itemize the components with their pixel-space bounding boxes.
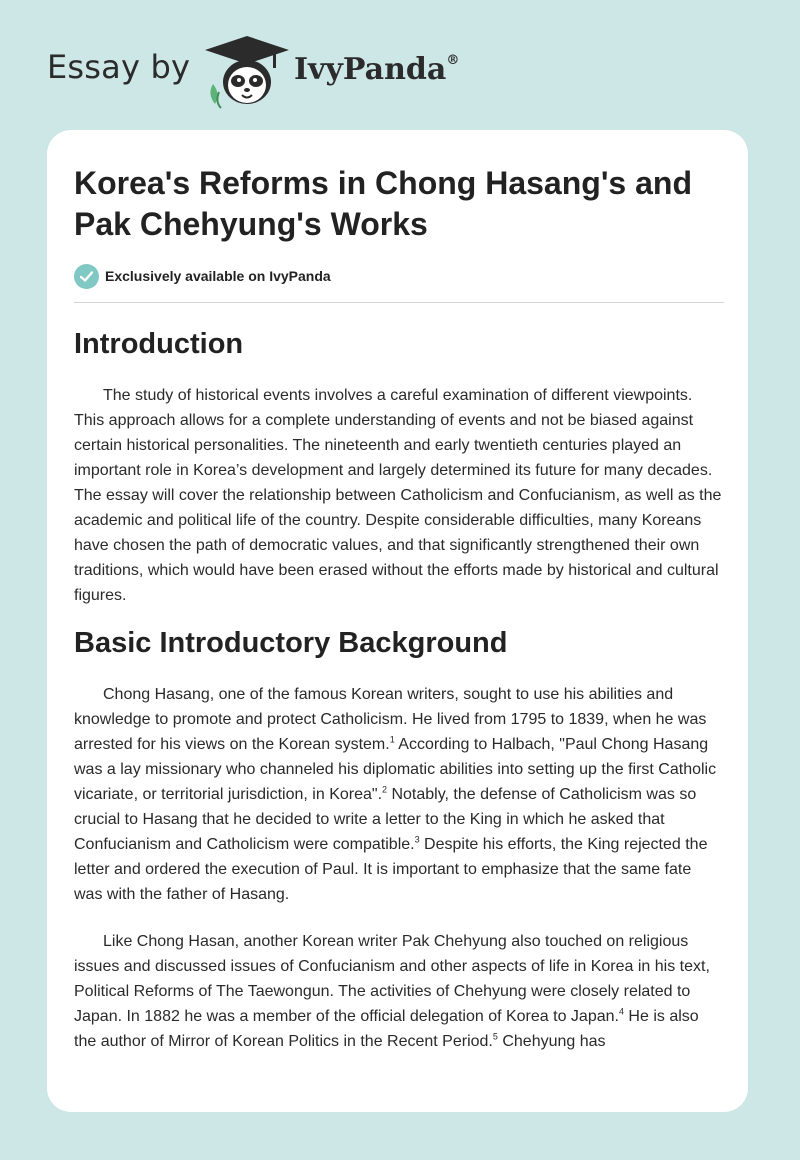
- panda-logo-icon: [203, 34, 291, 110]
- paragraph: Chong Hasang, one of the famous Korean writers, sought to use his abilities and knowledge to promote and protect Catholicism. He lived from 1795 to 1839, when he was arrested for his views on the Korean system.$^1$ According to Halbach, "Paul Chong Hasang was a lay missionary who channeled his diplomatic abilities into setting up the first Catholic vicariate, or territorial jurisdiction, in Korea".$^2$ Notably, the defense of Catholicism was so crucial to Hasang that he decided to write a letter to the King in which he asked that Confucianism and Catholicism were compatible.$^3$ Despite his efforts, the King rejected the letter and ordered the execution of Paul. It is important to emphasize that the same fate was with the father of Hasang.: [74, 686, 717, 903]
- essay-title: Korea's Reforms in Chong Hasang's and Pak Chehyung's Works: [74, 165, 692, 242]
- exclusive-badge: [74, 263, 724, 289]
- section-heading-introduction: Introduction: [74, 328, 244, 360]
- essay-card: [47, 130, 748, 1112]
- footnote-ref[interactable]: 3: [414, 834, 420, 845]
- footnote-ref[interactable]: 1: [389, 734, 395, 745]
- registered-mark: ®: [446, 53, 460, 68]
- section-heading-background: Basic Introductory Background: [74, 627, 508, 659]
- divider: [74, 302, 724, 303]
- footnote-ref[interactable]: 2: [382, 784, 388, 795]
- footnote-ref[interactable]: 4: [618, 1006, 624, 1017]
- brand-prefix: Essay by: [47, 48, 191, 86]
- check-icon: [74, 264, 99, 289]
- brand-name: IvyPanda®: [294, 52, 460, 87]
- badge-label: Exclusively available on IvyPanda: [105, 268, 331, 284]
- paragraph: The study of historical events involves a careful examination of different viewpoints. This approach allows for a complete understanding of events and not be biased against certain historical personalities. The nineteenth and early twentieth centuries played an important role in Korea’s development and largely determined its future for many decades. The essay will cover the relationship between Catholicism and Confucianism, as well as the academic and political life of the country. Despite considerable difficulties, many Koreans have chosen the path of democratic values, and that significantly strengthened their own traditions, which would have been erased without the efforts made by historical and cultural figures.: [74, 387, 722, 604]
- footnote-ref[interactable]: 5: [492, 1031, 498, 1042]
- brand-header[interactable]: [47, 34, 507, 114]
- paragraph: Like Chong Hasan, another Korean writer Pak Chehyung also touched on religious issues and discussed issues of Confucianism and other aspects of life in Korea in his text, Political Reforms of The Taewongun. The activities of Chehyung were closely related to Japan. In 1882 he was a member of the official delegation of Korea to Japan.$^4$ He is also the author of Mirror of Korean Politics in the Recent Period.$^5$ Chehyung has: [74, 933, 710, 1050]
